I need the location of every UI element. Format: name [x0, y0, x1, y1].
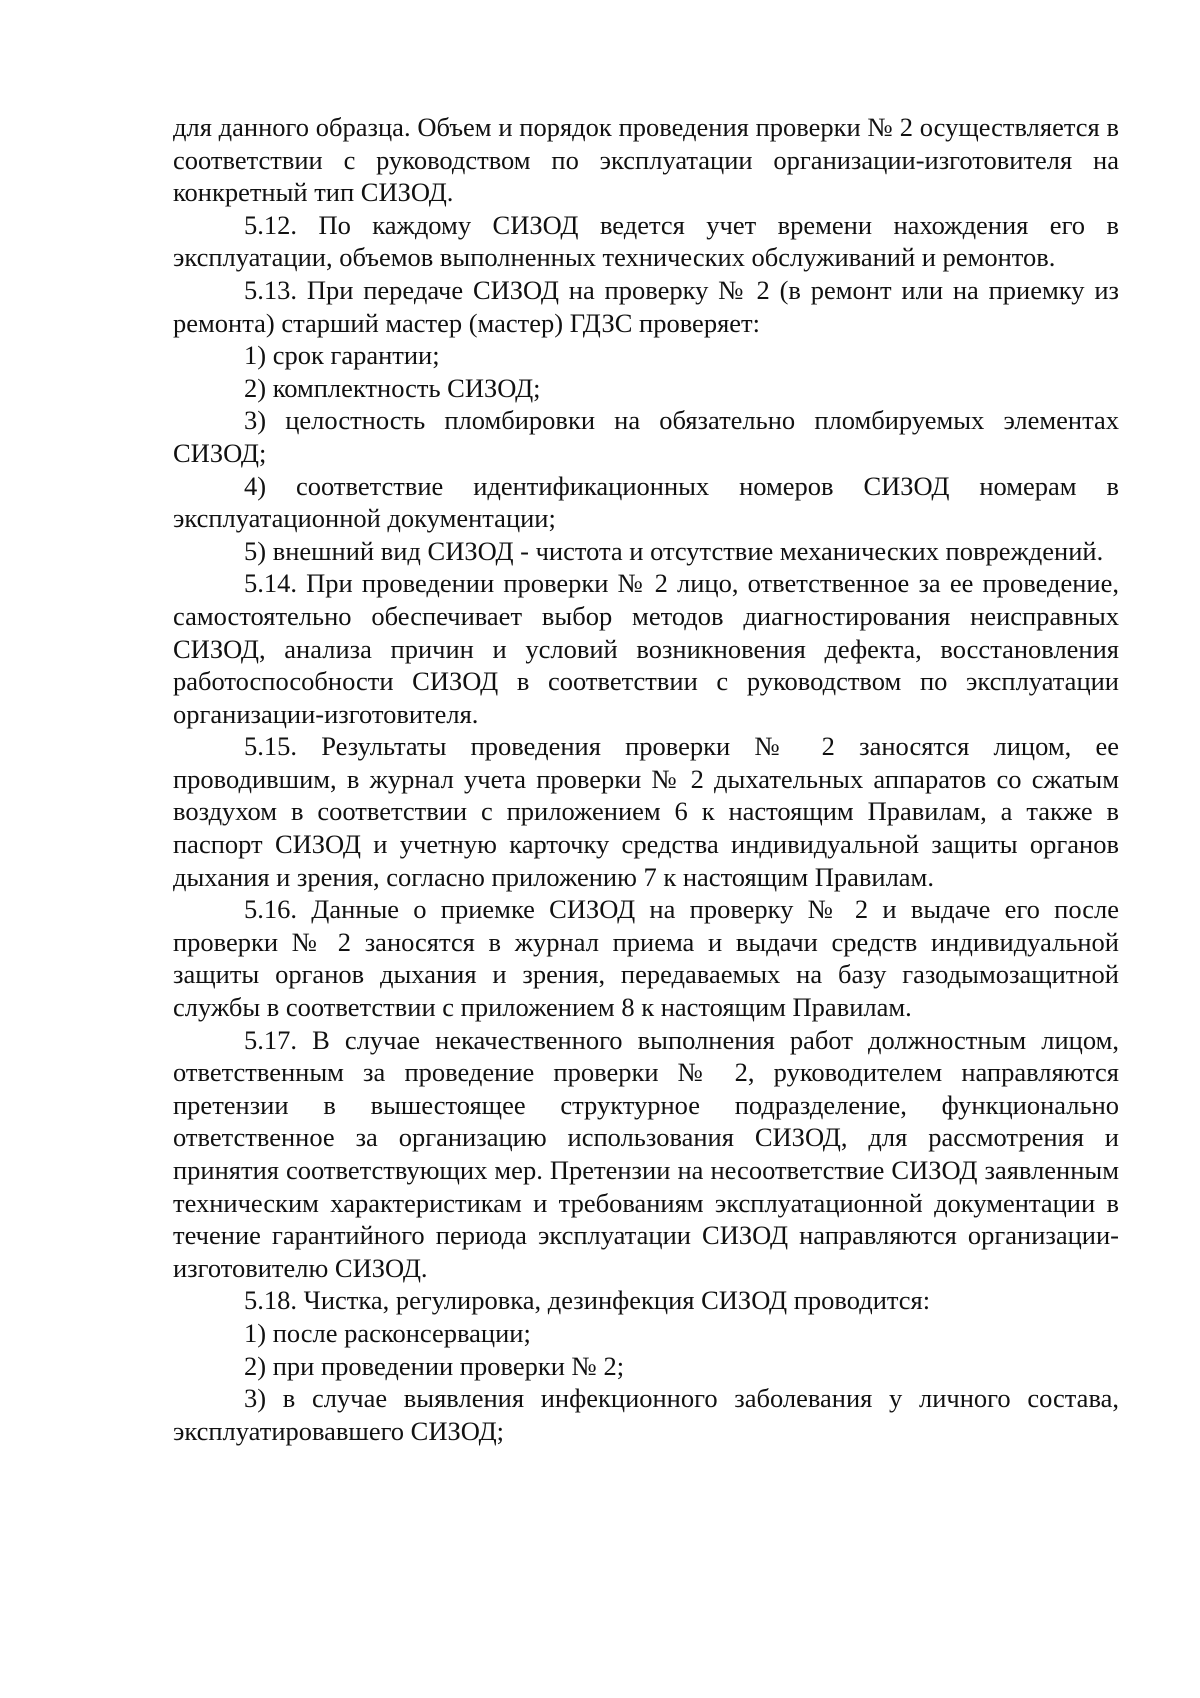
list-item-completeness: 2) комплектность СИЗОД; — [244, 372, 541, 403]
paragraph-5-18: 5.18. Чистка, регулировка, дезинфекция СИЗОД проводится: — [244, 1285, 931, 1316]
paragraph-5-16: 5.16. Данные о приемке СИЗОД на проверку № 2 и выдаче его после проверки № 2 заносятся в журнал приема и выдачи средств индивидуальной защиты органов дыхания и зрения, передаваемых на базу газодымозащитной службы в соответствии с приложением 8 к настоящим Правилам. — [173, 894, 1119, 1023]
paragraph-continuation: для данного образца. Объем и порядок проведения проверки № 2 осуществляется в соответствии с руководством по эксплуатации организации-изготовителя на конкретный тип СИЗОД. — [173, 112, 1119, 208]
paragraph-5-14: 5.14. При проведении проверки № 2 лицо, ответственное за ее проведение, самостоятельно обеспечивает выбор методов диагностирования неисправных СИЗОД, анализа причин и условий возникновения дефекта, восстановления работоспособности СИЗОД в соответствии с руководством по эксплуатации организации-изготовителя. — [173, 568, 1119, 729]
list-item-warranty: 1) срок гарантии; — [244, 340, 440, 371]
list-item-during-check: 2) при проведении проверки № 2; — [244, 1350, 625, 1381]
paragraph-5-17: 5.17. В случае некачественного выполнения работ должностным лицом, ответственным за проведение проверки № 2, руководителем направляются претензии в вышестоящее структурное подразделение, функционально ответственное за организацию использования СИЗОД, для рассмотрения и принятия соответствующих мер. Претензии на несоответствие СИЗОД заявленным техническим характеристикам и требованиям эксплуатационной документации в течение гарантийного периода эксплуатации СИЗОД направляются организации-изготовителю СИЗОД. — [173, 1024, 1119, 1283]
paragraph-5-13: 5.13. При передаче СИЗОД на проверку № 2 (в ремонт или на приемку из ремонта) старший мастер (мастер) ГДЗС проверяет: — [173, 274, 1119, 338]
paragraph-5-12: 5.12. По каждому СИЗОД ведется учет времени нахождения его в эксплуатации, объемов выполненных технических обслуживаний и ремонтов. — [173, 209, 1119, 273]
paragraph-5-15: 5.15. Результаты проведения проверки № 2 заносятся лицом, ее проводившим, в журнал учета проверки № 2 дыхательных аппаратов со сжатым воздухом в соответствии с приложением 6 к настоящим Правилам, а также в паспорт СИЗОД и учетную карточку средства индивидуальной защиты органов дыхания и зрения, согласно приложению 7 к настоящим Правилам. — [173, 731, 1119, 892]
list-item-id-numbers: 4) соответствие идентификационных номеров СИЗОД номерам в эксплуатационной документации; — [173, 470, 1119, 534]
list-item-sealing: 3) целостность пломбировки на обязательно пломбируемых элементах СИЗОД; — [173, 405, 1119, 468]
document-body — [173, 111, 1119, 1447]
list-item-appearance: 5) внешний вид СИЗОД - чистота и отсутствие механических повреждений. — [244, 535, 1104, 566]
list-item-after-depreservation: 1) после расконсервации; — [244, 1317, 531, 1348]
list-item-infection-case: 3) в случае выявления инфекционного заболевания у личного состава, эксплуатировавшего СИЗОД; — [173, 1383, 1119, 1446]
